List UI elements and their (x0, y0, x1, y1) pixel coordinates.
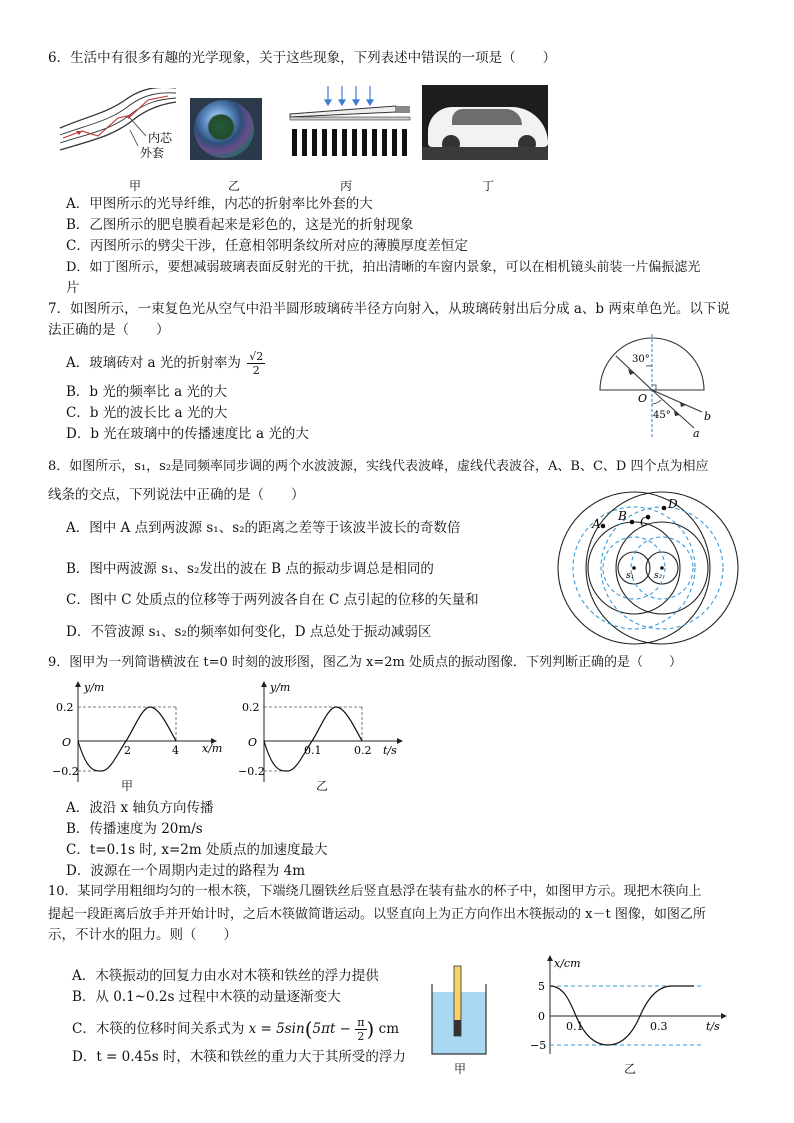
q9-option-b: B．传播速度为 20m/s (66, 821, 203, 837)
q8-option-d: D．不管波源 s₁、s₂的频率如何变化，D 点总处于振动减弱区 (66, 624, 432, 640)
q8-stem-2: 线条的交点，下列说法中正确的是（ ） (48, 487, 305, 503)
q8-option-b: B．图中两波源 s₁、s₂发出的波在 B 点的振动步调总是相同的 (66, 561, 434, 577)
jia-ylabel: y/m (84, 681, 105, 694)
fiber-core-label: 内芯 (148, 131, 173, 145)
caption-ding: 丁 (482, 179, 495, 193)
q9-option-d: D．波源在一个周期内走过的路程为 4m (66, 863, 306, 879)
q10-formula-lhs: x = 5sin (248, 1021, 305, 1037)
q7-angle-30: 30° (632, 354, 650, 365)
jia-ytick-bottom: −0.2 (52, 765, 79, 778)
q8-point-a: A (592, 517, 601, 531)
wave-interference-figure (554, 490, 754, 650)
q7-stem-2: 法正确的是（ ） (48, 322, 170, 338)
wave-curve-jia (78, 707, 176, 771)
q9-stem: 9．图甲为一列简谐横波在 t=0 时刻的波形图，图乙为 x=2m 处质点的振动图像．下列判断正确的是（ ） (48, 655, 683, 670)
q8-source-s1: s₁ (626, 571, 635, 581)
q10-option-c: C．木筷的位移时间关系式为 x = 5sin(5πt − $\frac{\pi}{2}$ ) cm (72, 1016, 400, 1043)
caption-jia: 甲 (129, 179, 142, 193)
q6-option-d: D．如丁图所示，要想减弱玻璃表面反射光的干扰，拍出清晰的车窗内景象，可以在相机镜头前装一片偏振滤光 (66, 260, 701, 275)
q7-option-d: D．b 光在玻璃中的传播速度比 a 光的大 (66, 426, 309, 442)
yi-xtick-01: 0.1 (304, 744, 322, 757)
jia-xtick-4: 4 (172, 744, 179, 757)
q8-point-b: B (618, 509, 627, 523)
q10-ytick-5: 5 (538, 980, 545, 993)
q6-stem: 6．生活中有很多有趣的光学现象，关于这些现象，下列表述中错误的一项是（ ） (48, 50, 557, 66)
jia-xlabel: x/m (202, 742, 222, 755)
q10-formula-inner: 5πt − (312, 1021, 351, 1037)
q7-option-a-text: A．玻璃砖对 a 光的折射率为 (66, 355, 241, 371)
q10-formula-den: 2 (357, 1030, 365, 1043)
yi-xlabel: t/s (383, 744, 397, 757)
q9-caption-yi: 乙 (316, 779, 329, 793)
q7-ray-b-label: b (704, 410, 712, 423)
q10-graph-origin: 0 (538, 1010, 545, 1023)
semicircle-glass-figure (594, 332, 714, 440)
q7-option-b: B．b 光的频率比 a 光的大 (66, 384, 227, 400)
chopstick-cup-figure (428, 962, 490, 1058)
caption-yi: 乙 (228, 179, 241, 193)
optical-fiber-figure (58, 88, 178, 163)
caption-bing: 丙 (340, 179, 353, 193)
jia-origin: O (62, 736, 72, 749)
q10-ytick-neg5: −5 (530, 1039, 547, 1052)
fiber-clad-label: 外套 (140, 146, 165, 160)
q10-graph-ylabel: x/cm (554, 957, 581, 970)
q8-stem-1: 8．如图所示，s₁，s₂是同频率同步调的两个水波波源，实线代表波峰，虚线代表波谷，A、B、C、D 四个点为相应 (48, 459, 709, 474)
wave-graph-yi (238, 678, 408, 788)
wedge-interference-figure (288, 84, 413, 160)
soap-bubble-photo (190, 98, 262, 160)
q10-formula-unit: cm (378, 1021, 400, 1037)
q10-stem-3: 示，不计水的阻力。则（ ） (48, 927, 237, 943)
car-window-photo (422, 85, 548, 160)
q7-origin-label: O (638, 392, 648, 405)
q7-angle-45: 45° (653, 410, 671, 421)
q10-xtick-01: 0.1 (566, 1020, 584, 1033)
yi-ytick-top: 0.2 (242, 701, 260, 714)
q6-option-a: A．甲图所示的光导纤维，内芯的折射率比外套的大 (66, 196, 373, 212)
q10-formula-num: π (357, 1016, 365, 1029)
q9-option-c: C．t=0.1s 时, x=2m 处质点的加速度最大 (66, 842, 328, 858)
q10-option-c-text: C．木筷的位移时间关系式为 (72, 1021, 245, 1037)
q9-caption-jia: 甲 (121, 779, 134, 793)
q10-option-b: B．从 0.1~0.2s 过程中木筷的动量逐渐变大 (72, 989, 341, 1005)
q10-caption-yi: 乙 (624, 1062, 637, 1076)
q7-frac-den: 2 (252, 364, 260, 377)
q10-option-a: A．木筷振动的回复力由水对木筷和铁丝的浮力提供 (72, 968, 379, 984)
q10-stem-1: 10．某同学用粗细均匀的一根木筷，下端绕几圈铁丝后竖直悬浮在装有盐水的杯子中，如图甲方示。现把木筷向上 (48, 884, 702, 899)
q7-ray-a-label: a (693, 427, 700, 440)
jia-xtick-2: 2 (124, 744, 131, 757)
yi-origin: O (248, 736, 258, 749)
q8-point-c: C (640, 515, 650, 529)
q8-option-a: A．图中 A 点到两波源 s₁、s₂的距离之差等于该波半波长的奇数倍 (66, 520, 461, 536)
q8-option-c: C．图中 C 处质点的位移等于两列波各自在 C 点引起的位移的矢量和 (66, 592, 479, 608)
yi-ylabel: y/m (270, 681, 291, 694)
q9-option-a: A．波沿 x 轴负方向传播 (66, 800, 214, 816)
q6-option-b: B．乙图所示的肥皂膜看起来是彩色的，这是光的折射现象 (66, 217, 414, 233)
q10-graph-xlabel: t/s (706, 1020, 720, 1033)
jia-ytick-top: 0.2 (56, 701, 74, 714)
q6-option-c: C．丙图所示的劈尖干涉，任意相邻明条纹所对应的薄膜厚度差恒定 (66, 238, 468, 254)
yi-ytick-bottom: −0.2 (238, 765, 265, 778)
wave-curve-yi (264, 707, 362, 771)
wave-graph-jia (52, 678, 222, 788)
q7-stem-1: 7．如图所示，一束复色光从空气中沿半圆形玻璃砖半径方向射入，从玻璃砖射出后分成 a、b 两束单色光。以下说 (48, 301, 730, 317)
q8-point-d: D (668, 497, 678, 511)
q7-frac-num: √2 (249, 350, 264, 363)
oscillation-graph (524, 952, 734, 1058)
q6-option-d-cont: 片 (66, 280, 80, 296)
q7-option-c: C．b 光的波长比 a 光的大 (66, 405, 228, 421)
q8-source-s2: s₂ (654, 571, 663, 581)
q10-caption-jia: 甲 (454, 1062, 467, 1076)
q10-option-d: D．t = 0.45s 时，木筷和铁丝的重力大于其所受的浮力 (72, 1049, 406, 1065)
q7-option-a (66, 350, 265, 377)
yi-xtick-02: 0.2 (354, 744, 372, 757)
q10-stem-2: 提起一段距离后放手并开始计时，之后木筷做简谐运动。以竖直向上为正方向作出木筷振动的 x－t 图像，如图乙所 (48, 907, 706, 922)
q10-xtick-03: 0.3 (650, 1020, 668, 1033)
